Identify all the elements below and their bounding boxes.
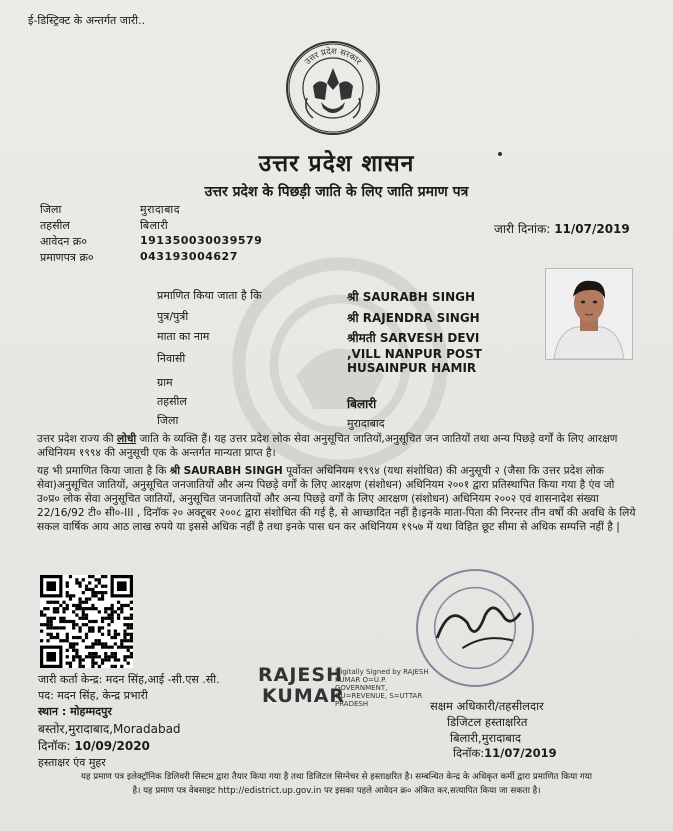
tehsil-value: बिलारी xyxy=(140,219,169,232)
issuer-date xyxy=(38,737,150,754)
district-label: जिला xyxy=(40,203,62,216)
issuer-address: बस्तोर,मुरादाबाद,Moradabad xyxy=(38,722,181,736)
income-paragraph: यह भी प्रमाणित किया जाता है कि श्री SAURABH SINGH पूर्वोक्त अधिनियम १९९४ (यथा संशोधित) की अनुसूची २ (जैसा कि उत्तर प्रदेश लोक सेवा)अनुसूचित जातियों, अनुसूचित जनजातियों और अन्य पिछड़े वर्गों के लिए आरक्षण (संशोधन) अधिनियम २००१ द्वारा प्रतिस्थापित किया गया है एंव जो उ०प्र० लोक सेवा अनुसूचित जातियों, अनुसूचित जनजातियों और अन्य पिछड़े वर्गों के लिए आरक्षण (संशोधन) अधिनियम २००२ एवं शासनादेश संख्या 22/16/92 टी० सी०-III , दिनॉक २० अक्टूबर २००८ द्वारा संशोधित की गई है, से आच्छादित नहीं है।इनके माता-पिता की निरन्तर तीन वर्षो की अवधि के लिये सकल वार्षिक आय आठ लाख रुपये या इससे अधिक नहीं है तथा इनके पास धन कर अधिनियम १९५७ में यथा विहित छूट सीमा से अधिक सम्पत्ति नहीं है | xyxy=(37,465,636,533)
signatory-date-value: 11/07/2019 xyxy=(484,746,557,760)
application-no-label: आवेदन क्र० xyxy=(40,235,87,248)
issuer-post: पद: मदन सिंह, केन्द्र प्रभारी xyxy=(38,689,148,702)
village-label: ग्राम xyxy=(157,376,173,389)
footer-line-1: यह प्रमाण पत्र इलेक्ट्रॉनिक डिलिवरी सिस्टम द्वारा तैयार किया गया है तथा डिजिटल सिग्नेचर से हस्ताक्षरित है। सम्बन्धित केन्द्र के अधिकृत कर्मी द्वारा प्रमाणित किया गया xyxy=(81,772,592,782)
certified-label: प्रमाणित किया जाता है कि xyxy=(157,289,262,302)
signatory-date xyxy=(453,746,557,761)
resident-label: निवासी xyxy=(157,352,186,365)
issuer-date-value: 10/09/2020 xyxy=(74,739,150,753)
father-label: पुत्र/पुत्री xyxy=(157,310,189,323)
sign-and-stamp-label: हस्ताक्षर एंव मुहर xyxy=(38,756,106,769)
applicant-photo xyxy=(545,268,633,360)
qr-code[interactable] xyxy=(40,575,133,668)
caste-paragraph: उत्तर प्रदेश राज्य की लोधी जाति के व्यक्ति हैं। यह उत्तर प्रदेश लोक सेवा अनुसूचित जातियों,अनुसूचित जन जातियों तथा अन्य पिछड़े वर्गों के लिए आरक्षण अधिनियम १९९४ की अनुसूची एक के अन्तर्गत मान्यता प्राप्त है। xyxy=(37,433,618,459)
digital-signer-first-name: RAJESH xyxy=(258,664,343,686)
issuing-center: जारी कर्ता केन्द्र: मदन सिंह,आई -सी.एस .सी. xyxy=(38,673,220,686)
tehsil-label: तहसील xyxy=(40,219,70,232)
emblem-text: उत्तर प्रदेश सरकार xyxy=(303,46,363,68)
signatory-designation: सक्षम अधिकारी/तहसीलदार xyxy=(430,699,544,713)
footer-line-2: है। यह प्रमाण पत्र वेबसाइट http://edistrict.up.gov.in पर इसका पहले आवेदन क्र० अंकित कर,सत्यापित किया जा सकता है। xyxy=(132,786,541,796)
tehsil2-value: बिलारी xyxy=(347,397,377,411)
certificate-subtitle: उत्तर प्रदेश के पिछड़ी जाति के लिए जाति प्रमाण पत्र xyxy=(204,184,469,200)
application-no-value: 191350030039579 xyxy=(140,234,263,247)
issuer-date-label: दिनॉक: xyxy=(38,739,71,753)
ink-dot xyxy=(498,152,502,156)
tehsil2-label: तहसील xyxy=(157,395,187,408)
resident-line-1: ,VILL NANPUR POST xyxy=(347,347,482,361)
issue-date xyxy=(494,220,630,237)
district2-value: मुरादाबाद xyxy=(347,417,385,430)
issuer-place: स्थान : मोहम्मदपुर xyxy=(38,705,112,718)
issued-under-note: ई-डिस्ट्रिक्ट के अन्तर्गत जारी.. xyxy=(28,14,146,27)
district2-label: जिला xyxy=(157,414,179,427)
certificate-no-label: प्रमाणपत्र क्र० xyxy=(40,251,94,264)
father-name: श्री RAJENDRA SINGH xyxy=(347,311,480,325)
certificate-no-value: 043193004627 xyxy=(140,250,238,263)
up-govt-emblem-icon xyxy=(283,38,383,138)
district-value: मुरादाबाद xyxy=(140,203,181,216)
certificate-title: उत्तर प्रदेश शासन xyxy=(258,150,415,177)
mother-label: माता का नाम xyxy=(157,330,210,343)
digital-signature-info: Digitally Signed by RAJESH KUMAR O=U.P. GOVERNMENT, OU=REVENUE, S=UTTAR PRADESH xyxy=(335,668,429,708)
signatory-digital-sign: डिजिटल हस्ताक्षरित xyxy=(447,715,528,729)
issue-date-label: जारी दिनांक: xyxy=(494,222,551,236)
digital-signer-last-name: KUMAR xyxy=(262,685,346,707)
certified-name: श्री SAURABH SINGH xyxy=(347,290,476,304)
issue-date-value: 11/07/2019 xyxy=(554,222,630,236)
resident-line-2: HUSAINPUR HAMIR xyxy=(347,361,477,375)
mother-name: श्रीमती SARVESH DEVI xyxy=(347,331,480,345)
signatory-place: बिलारी,मुरादाबाद xyxy=(450,731,521,745)
signatory-date-label: दिनॉक: xyxy=(453,746,485,760)
